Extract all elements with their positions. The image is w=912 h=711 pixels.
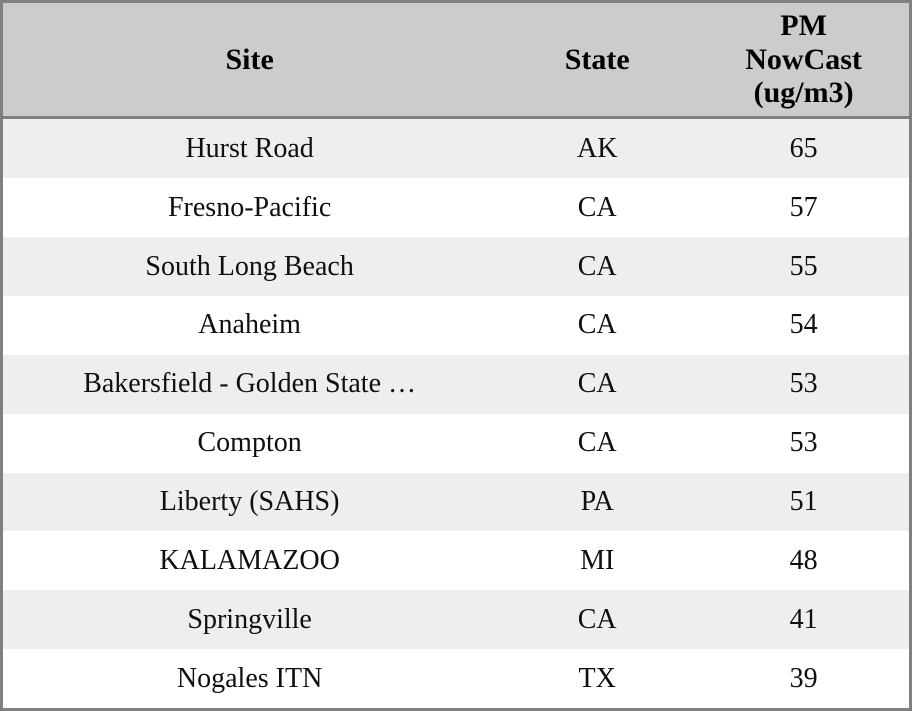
cell-site: Hurst Road xyxy=(185,132,314,164)
table-row xyxy=(3,649,909,708)
cell-site: Anaheim xyxy=(198,309,301,341)
table-row xyxy=(3,117,909,178)
cell-site: Compton xyxy=(197,427,302,459)
cell-site: Liberty (SAHS) xyxy=(159,485,340,517)
table-header xyxy=(3,3,909,117)
table-row xyxy=(3,296,909,355)
cell-value: 57 xyxy=(789,191,818,223)
column-header-pm-nowcast-line3: (ug/m3) xyxy=(753,76,854,110)
cell-state: CA xyxy=(577,368,617,400)
column-header-pm-nowcast xyxy=(698,3,909,117)
cell-site: South Long Beach xyxy=(145,250,354,282)
cell-site: Fresno-Pacific xyxy=(167,191,332,223)
cell-value: 55 xyxy=(789,250,818,282)
cell-state: MI xyxy=(580,544,615,576)
table-row xyxy=(3,237,909,296)
pm-nowcast-table xyxy=(3,3,909,708)
cell-site: Bakersfield - Golden State … xyxy=(83,368,417,400)
cell-state: PA xyxy=(580,485,614,517)
cell-state: CA xyxy=(577,191,617,223)
cell-value: 51 xyxy=(789,485,818,517)
table-row xyxy=(3,414,909,473)
cell-site: Nogales ITN xyxy=(176,662,323,694)
cell-state: CA xyxy=(577,603,617,635)
cell-value: 53 xyxy=(789,427,818,459)
cell-value: 48 xyxy=(789,544,818,576)
column-header-state: State xyxy=(496,3,698,117)
cell-state: CA xyxy=(577,427,617,459)
cell-site: Springville xyxy=(187,603,312,635)
table-row xyxy=(3,531,909,590)
column-header-site: Site xyxy=(3,3,496,117)
cell-value: 54 xyxy=(789,309,818,341)
cell-state: CA xyxy=(577,309,617,341)
cell-value: 39 xyxy=(789,662,818,694)
column-header-pm-nowcast-line2: NowCast xyxy=(745,42,862,76)
table-row xyxy=(3,473,909,532)
cell-state: TX xyxy=(578,662,616,694)
cell-state: CA xyxy=(577,250,617,282)
cell-value: 65 xyxy=(789,132,818,164)
column-header-pm-nowcast-line1: PM xyxy=(780,9,827,42)
cell-value: 53 xyxy=(789,368,818,400)
table-row xyxy=(3,355,909,414)
table-row xyxy=(3,590,909,649)
cell-state: AK xyxy=(576,132,618,164)
cell-value: 41 xyxy=(789,603,818,635)
cell-site: KALAMAZOO xyxy=(159,544,340,576)
table-header-row xyxy=(3,3,909,117)
table-row xyxy=(3,178,909,237)
table-body xyxy=(3,117,909,708)
